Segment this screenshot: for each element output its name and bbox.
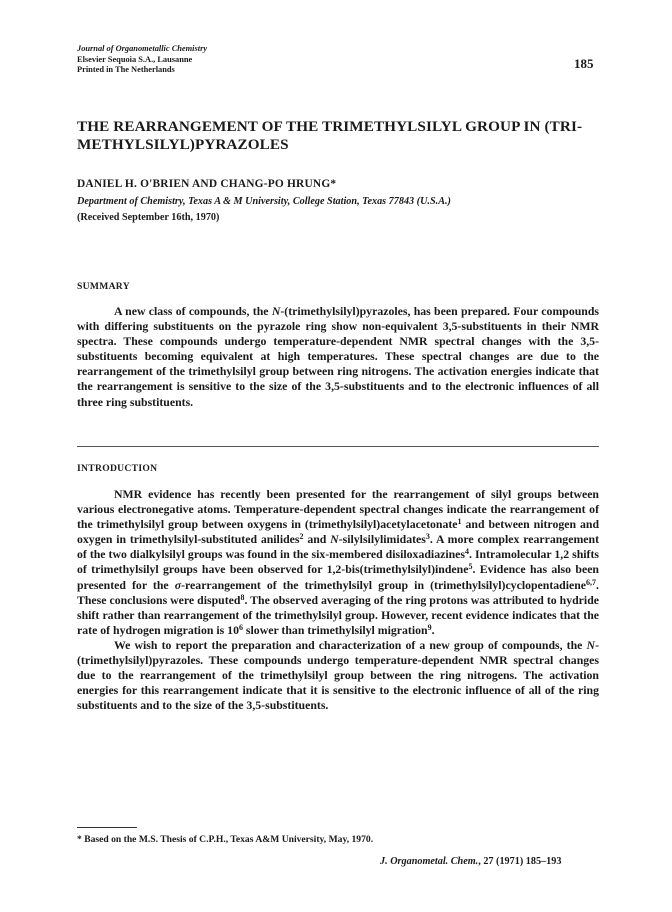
- article-authors: DANIEL H. O'BRIEN AND CHANG-PO HRUNG*: [77, 178, 337, 190]
- introduction-text: [77, 487, 599, 713]
- reference-marker: 1: [457, 517, 462, 527]
- summary-text: [77, 304, 599, 410]
- reference-marker: 2: [299, 532, 304, 542]
- footnote-rule: [77, 827, 137, 828]
- page-number: 185: [574, 56, 594, 71]
- introduction-paragraph-1: NMR evidence has recently been presented for the rearrangement of silyl groups between various electronegative atoms. Temperature-dependent spectral changes indicate the rearrangement of the trimethylsilyl group between oxygens in (trimethylsilyl)acetylacetonate$^1$ and between nitrogen and oxygen in trimethylsilyl-substituted anilides$^2$ and N-silylsilylimidates$^3$. A more complex rearrangement of the two dialkylsilyl groups was found in the six-membered disiloxadiazines$^4$. Intramolecular 1,2 shifts of trimethylsilyl groups have been observed for 1,2-bis(trimethylsilyl)indene$^5$. Evidence has also been presented for the σ-rearrangement of the trimethylsilyl group in (trimethylsilyl)cyclopentadiene$^{6,7}$. These conclusions were disputed$^8$. The observed averaging of the ring protons was attributed to hydride shift rather than rearrangement of the trimethylsilyl group. However, recent evidence indicates that the rate of hydrogen migration is $10^6$ slower than trimethylsilyl migration$^9$.: [77, 487, 600, 637]
- reference-marker: 9: [427, 622, 432, 632]
- reference-marker: 3: [425, 532, 430, 542]
- reference-marker: 6,7: [586, 577, 597, 587]
- section-divider: [77, 446, 599, 447]
- received-date: (Received September 16th, 1970): [77, 212, 220, 223]
- reference-marker: 8: [240, 592, 245, 602]
- article-title: THE REARRANGEMENT OF THE TRIMETHYLSILYL GROUP IN (TRI-METHYLSILYL)PYRAZOLES: [77, 118, 583, 153]
- summary-paragraph: A new class of compounds, the N-(trimethylsilyl)pyrazoles, has been prepared. Four compounds with differing substituents on the pyrazole ring show non-equivalent 3,5-substituents in their NMR spectra. These compounds undergo temperature-dependent NMR spectral changes with the 3,5-substituents becoming equivalent at high temperatures. These spectral changes are due to the rearrangement of the trimethylsilyl group between ring nitrogens. The activation energies indicate that the rearrangement is sensitive to the size of the 3,5-substituents and to the electronic influences of all three ring substituents.: [77, 304, 599, 409]
- journal-citation: J. Organometal. Chem., 27 (1971) 185–193: [380, 856, 562, 867]
- publisher-line: Elsevier Sequoia S.A., Lausanne: [77, 54, 193, 64]
- summary-heading: SUMMARY: [77, 281, 130, 292]
- journal-masthead: [77, 44, 207, 76]
- author-affiliation: Department of Chemistry, Texas A & M University, College Station, Texas 77843 (U.S.A.): [77, 196, 451, 207]
- journal-name: Journal of Organometallic Chemistry: [77, 44, 208, 53]
- introduction-paragraph-2: We wish to report the preparation and characterization of a new group of compounds, the N-(trimethylsilyl)pyrazoles. These compounds undergo temperature-dependent NMR spectral changes due to the rearrangement of the trimethylsilyl group between the ring nitrogens. The activation energies for this rearrangement indicate that it is sensitive to the electronic influence of all of the ring substituents and to the size of the 3,5-substituents.: [77, 637, 599, 713]
- footnote: * Based on the M.S. Thesis of C.P.H., Texas A&M University, May, 1970.: [77, 834, 374, 845]
- printed-line: Printed in The Netherlands: [77, 65, 175, 74]
- introduction-heading: INTRODUCTION: [77, 463, 158, 474]
- reference-marker: 4: [465, 547, 469, 557]
- exponent: 6: [238, 622, 243, 632]
- reference-marker: 5: [468, 562, 473, 572]
